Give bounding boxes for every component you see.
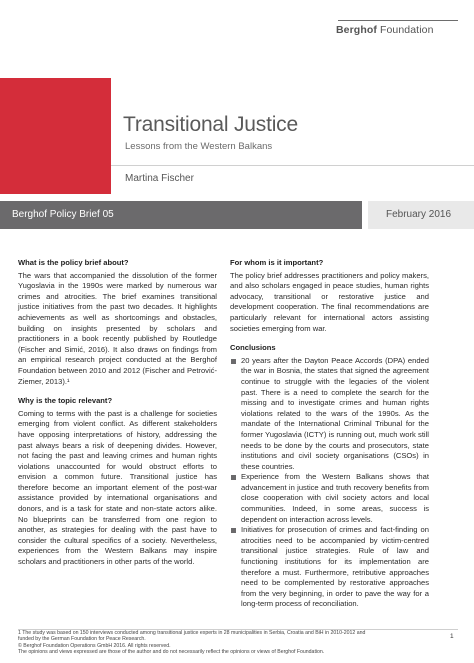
section-text: The policy brief addresses practitioners and policy makers, and also scholars engaged in peace studies, human rights advocacy, transitional or restorative justice and development cooperation. The final recommendations are particularly relevant for international actors assisting societies emerging from war. — [230, 270, 429, 333]
document-title: Transitional Justice — [123, 113, 298, 136]
section-heading: For whom is it important? — [230, 258, 324, 267]
org-name-rest: Foundation — [376, 24, 434, 36]
publication-date: February 2016 — [386, 209, 452, 220]
conclusions-list — [230, 356, 429, 610]
section-heading: Why is the topic relevant? — [18, 396, 113, 406]
series-label: Berghof Policy Brief 05 — [12, 209, 114, 220]
right-column — [230, 258, 429, 610]
list-item: 20 years after the Dayton Peace Accords (DPA) ended the war in Bosnia, the states that signed the agreement continue to struggle with the legacies of the violent past. There is a need to complete the search for the missing and to investigate crimes and human rights violations related to the wars of the 1990s. As the mandate of the International Criminal Tribunal for the former Yugoslavia (ICTY) is running out, much work still needs to be done by the courts and prosecutors, state institutions and civil society organisations (CSOs) in these countries. — [230, 356, 429, 473]
document-subtitle: Lessons from the Western Balkans — [125, 141, 273, 152]
list-item: Experience from the Western Balkans shows that advancement in justice and truth recovery benefits from close cooperation with civil society actors and local communities. Indeed, in some areas, success is dependent on interaction across levels. — [230, 472, 429, 525]
series-band — [0, 201, 474, 229]
org-name — [336, 24, 464, 36]
page-number: 1 — [450, 633, 454, 640]
list-item: Initiatives for prosecution of crimes and fact-finding on atrocities need to be accompanied by victim-centred transitional justice strategies. Rule of law and functioning institutions for its implementation are therefore a must. Furthermore, retributive approaches need to be complemented by restorative approaches from the very beginning, in order to pave the way for a long-term process of reconciliation. — [230, 525, 429, 610]
conclusions-heading: Conclusions — [230, 343, 276, 353]
disclaimer-line: The opinions and views expressed are those of the author and do not necessarily reflect the opinions or views of Berghof Foundation. — [18, 649, 325, 656]
logo — [336, 20, 464, 36]
section-heading: What is the policy brief about? — [18, 258, 129, 267]
section-text: Coming to terms with the past is a challenge for societies emerging from violent conflict. As different stakeholders have opposing interpretations of history, addressing the past always bears a risk of deepening divides. However, not facing the past and leaving crimes and human rights violations unaccounted for would obstruct efforts to envision a common future. Transitional justice has therefore become an important element of the post-war assistance provided by international organisations and donors, and is a task for state and non-state actors alike. No blueprints can be transferred from one region to another, as strategies for dealing with the past have to consider the cultural specifics of a society. Nevertheless, experiences from the Western Balkans may inspire scholars and practitioners in other parts of the world. — [18, 408, 217, 567]
series-band-left — [0, 201, 362, 229]
author-divider — [111, 165, 474, 166]
footnote-line: 1 The study was based on 150 interviews conducted among transitional justice experts in 28 municipalities in Serbia, Croatia and BiH in 2010-2012 and — [18, 630, 366, 636]
section-text: The wars that accompanied the dissolution of the former Yugoslavia in the 1990s were marked by numerous war crimes and atrocities. The brief examines transitional justice initiatives from the past two decades. It highlights achievements as well as shortcomings and obstacles, building on insights presented by scholars and practitioners in a book recently published by Routledge (Fischer and Simić, 2016). It also draws on findings from an empirical research project conducted at the Berghof Foundation between 2010 and 2012 (Fischer and Petrović-Ziemer, 2013).¹ — [18, 270, 217, 386]
org-name-bold: Berghof — [336, 24, 377, 36]
copyright-line: © Berghof Foundation Operations GmbH 2016. All rights reserved. — [18, 642, 171, 649]
author-name: Martina Fischer — [125, 173, 194, 184]
left-column — [18, 258, 217, 577]
logo-rule — [338, 20, 458, 21]
footnotes — [18, 630, 438, 656]
footnote-line: funded by the German Foundation for Peace Research. — [18, 636, 146, 643]
red-accent-block — [0, 78, 111, 194]
